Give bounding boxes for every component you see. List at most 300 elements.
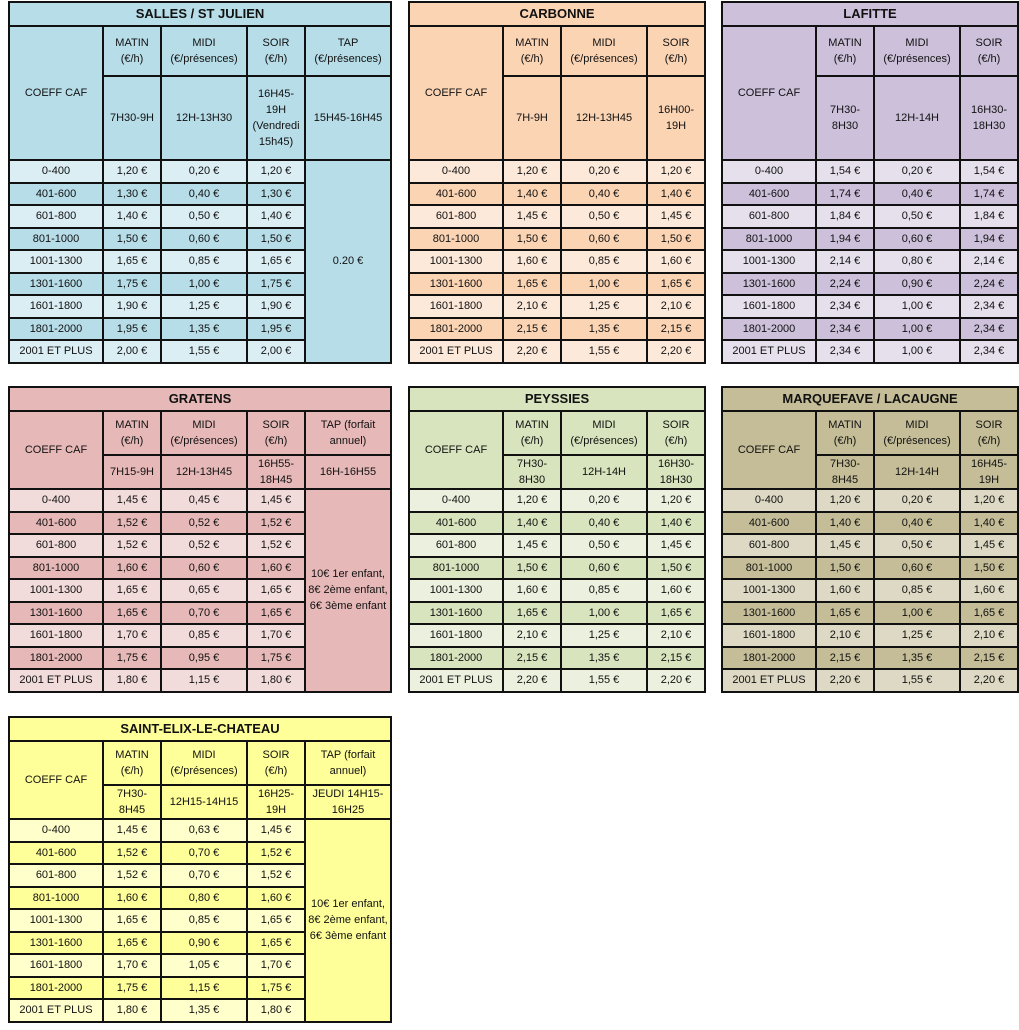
soir-cell: 1,84 € [960, 205, 1018, 228]
soir-cell: 1,20 € [960, 489, 1018, 512]
soir-cell: 1,40 € [647, 183, 705, 206]
coeff-caf-cell: 401-600 [722, 183, 816, 206]
coeff-caf-cell: 1801-2000 [9, 647, 103, 670]
matin-cell: 1,40 € [103, 205, 161, 228]
midi-cell: 1,25 € [874, 624, 960, 647]
matin-cell: 2,00 € [103, 340, 161, 363]
col-header-soir: SOIR (€/h) [647, 411, 705, 455]
matin-cell: 1,65 € [103, 909, 161, 932]
matin-cell: 1,45 € [816, 534, 874, 557]
soir-cell: 1,65 € [960, 602, 1018, 625]
midi-cell: 1,35 € [561, 647, 647, 670]
coeff-caf-cell: 1601-1800 [409, 624, 503, 647]
table-salles-st-julien [8, 1, 392, 364]
midi-cell: 1,55 € [561, 669, 647, 692]
table-row [722, 579, 1018, 602]
coeff-caf-header: COEFF CAF [409, 411, 503, 489]
coeff-caf-cell: 1801-2000 [409, 647, 503, 670]
table-row [722, 602, 1018, 625]
table-title: CARBONNE [409, 2, 705, 26]
soir-cell: 1,52 € [247, 512, 305, 535]
soir-cell: 2,34 € [960, 295, 1018, 318]
matin-cell: 1,50 € [816, 557, 874, 580]
coeff-caf-cell: 1801-2000 [9, 977, 103, 1000]
matin-cell: 1,70 € [103, 954, 161, 977]
col-header-midi: MIDI (€/présences) [161, 26, 247, 76]
col-header-matin: MATIN (€/h) [503, 411, 561, 455]
col-header-midi: MIDI (€/présences) [161, 411, 247, 455]
table-row [722, 534, 1018, 557]
midi-cell: 0,20 € [161, 160, 247, 183]
table-title: LAFITTE [722, 2, 1018, 26]
midi-cell: 1,00 € [874, 602, 960, 625]
matin-cell: 2,10 € [503, 295, 561, 318]
coeff-caf-header: COEFF CAF [722, 26, 816, 160]
matin-cell: 1,45 € [503, 205, 561, 228]
table-row [722, 647, 1018, 670]
midi-cell: 0,85 € [561, 250, 647, 273]
coeff-caf-cell: 1301-1600 [9, 932, 103, 955]
col-header-matin: MATIN (€/h) [103, 26, 161, 76]
midi-cell: 0,52 € [161, 512, 247, 535]
table-row [409, 512, 705, 535]
soir-cell: 2,15 € [647, 647, 705, 670]
time-midi: 12H-14H [874, 455, 960, 489]
time-soir: 16H00-19H [647, 76, 705, 160]
coeff-caf-cell: 801-1000 [9, 557, 103, 580]
table-row [409, 318, 705, 341]
soir-cell: 1,45 € [647, 205, 705, 228]
matin-cell: 2,34 € [816, 318, 874, 341]
matin-cell: 1,20 € [503, 489, 561, 512]
soir-cell: 2,34 € [960, 318, 1018, 341]
midi-cell: 1,25 € [161, 295, 247, 318]
table-row [722, 318, 1018, 341]
table-row [722, 624, 1018, 647]
midi-cell: 0,52 € [161, 534, 247, 557]
matin-cell: 1,45 € [103, 819, 161, 842]
matin-cell: 1,45 € [503, 534, 561, 557]
table-saint-elix-le-chateau [8, 716, 392, 1023]
midi-cell: 0,70 € [161, 602, 247, 625]
coeff-caf-cell: 601-800 [409, 205, 503, 228]
time-midi: 12H15-14H15 [161, 785, 247, 819]
coeff-caf-cell: 801-1000 [409, 557, 503, 580]
rates-table [721, 1, 1019, 364]
soir-cell: 1,65 € [247, 602, 305, 625]
matin-cell: 2,20 € [503, 669, 561, 692]
midi-cell: 1,25 € [561, 624, 647, 647]
table-row [722, 669, 1018, 692]
soir-cell: 1,65 € [247, 932, 305, 955]
soir-cell: 1,50 € [960, 557, 1018, 580]
table-row [409, 160, 705, 183]
midi-cell: 1,35 € [874, 647, 960, 670]
midi-cell: 0,60 € [561, 228, 647, 251]
midi-cell: 0,85 € [561, 579, 647, 602]
col-header-matin: MATIN (€/h) [816, 26, 874, 76]
midi-cell: 1,55 € [874, 669, 960, 692]
soir-cell: 1,70 € [247, 624, 305, 647]
time-matin: 7H30-8H30 [816, 76, 874, 160]
table-row [409, 647, 705, 670]
col-header-soir: SOIR (€/h) [247, 741, 305, 785]
table-row [9, 819, 391, 842]
matin-cell: 1,40 € [816, 512, 874, 535]
soir-cell: 1,65 € [247, 909, 305, 932]
matin-cell: 1,60 € [816, 579, 874, 602]
midi-cell: 0,40 € [874, 512, 960, 535]
coeff-caf-cell: 601-800 [722, 534, 816, 557]
soir-cell: 2,20 € [647, 669, 705, 692]
matin-cell: 1,70 € [103, 624, 161, 647]
coeff-caf-cell: 401-600 [9, 183, 103, 206]
time-tap: 15H45-16H45 [305, 76, 391, 160]
midi-cell: 1,00 € [874, 340, 960, 363]
matin-cell: 1,50 € [503, 228, 561, 251]
table-row [409, 340, 705, 363]
coeff-caf-cell: 1601-1800 [409, 295, 503, 318]
soir-cell: 1,60 € [960, 579, 1018, 602]
table-title: PEYSSIES [409, 387, 705, 411]
table-row [409, 624, 705, 647]
midi-cell: 0,95 € [161, 647, 247, 670]
midi-cell: 0,20 € [561, 160, 647, 183]
rates-table [8, 716, 392, 1023]
midi-cell: 0,90 € [161, 932, 247, 955]
table-peyssies [408, 386, 706, 693]
matin-cell: 1,45 € [103, 489, 161, 512]
time-matin: 7H30-8H30 [503, 455, 561, 489]
soir-cell: 1,20 € [247, 160, 305, 183]
soir-cell: 1,52 € [247, 534, 305, 557]
midi-cell: 0,50 € [561, 534, 647, 557]
rates-table [408, 1, 706, 364]
soir-cell: 1,30 € [247, 183, 305, 206]
midi-cell: 0,85 € [161, 624, 247, 647]
coeff-caf-cell: 1001-1300 [409, 250, 503, 273]
col-header-midi: MIDI (€/présences) [161, 741, 247, 785]
col-header-midi: MIDI (€/présences) [874, 411, 960, 455]
midi-cell: 1,05 € [161, 954, 247, 977]
col-header-tap: TAP (€/présences) [305, 26, 391, 76]
time-soir: 16H45-19H (Vendredi 15h45) [247, 76, 305, 160]
col-header-tap: TAP (forfait annuel) [305, 411, 391, 455]
matin-cell: 2,10 € [816, 624, 874, 647]
time-matin: 7H15-9H [103, 455, 161, 489]
coeff-caf-cell: 401-600 [722, 512, 816, 535]
coeff-caf-cell: 601-800 [9, 534, 103, 557]
soir-cell: 1,65 € [647, 273, 705, 296]
midi-cell: 0,65 € [161, 579, 247, 602]
table-row [722, 183, 1018, 206]
midi-cell: 0,70 € [161, 864, 247, 887]
soir-cell: 1,20 € [647, 489, 705, 512]
soir-cell: 1,90 € [247, 295, 305, 318]
col-header-midi: MIDI (€/présences) [874, 26, 960, 76]
coeff-caf-header: COEFF CAF [9, 26, 103, 160]
table-row [409, 557, 705, 580]
table-row [409, 602, 705, 625]
matin-cell: 1,65 € [503, 602, 561, 625]
coeff-caf-cell: 1001-1300 [9, 909, 103, 932]
table-row [9, 160, 391, 183]
midi-cell: 0,20 € [561, 489, 647, 512]
midi-cell: 0,60 € [874, 228, 960, 251]
midi-cell: 0,85 € [874, 579, 960, 602]
coeff-caf-cell: 1001-1300 [9, 579, 103, 602]
coeff-caf-cell: 1601-1800 [722, 624, 816, 647]
time-soir: 16H30-18H30 [960, 76, 1018, 160]
coeff-caf-cell: 0-400 [9, 819, 103, 842]
time-matin: 7H-9H [503, 76, 561, 160]
midi-cell: 0,60 € [161, 557, 247, 580]
table-row [722, 205, 1018, 228]
table-row [409, 669, 705, 692]
coeff-caf-cell: 1601-1800 [9, 295, 103, 318]
soir-cell: 1,40 € [960, 512, 1018, 535]
soir-cell: 1,60 € [247, 557, 305, 580]
coeff-caf-header: COEFF CAF [409, 26, 503, 160]
soir-cell: 1,54 € [960, 160, 1018, 183]
soir-cell: 1,60 € [247, 887, 305, 910]
time-midi: 12H-14H [874, 76, 960, 160]
matin-cell: 1,20 € [503, 160, 561, 183]
col-header-matin: MATIN (€/h) [816, 411, 874, 455]
midi-cell: 1,00 € [561, 273, 647, 296]
coeff-caf-cell: 1601-1800 [9, 624, 103, 647]
matin-cell: 1,50 € [103, 228, 161, 251]
coeff-caf-cell: 0-400 [722, 160, 816, 183]
soir-cell: 1,52 € [247, 842, 305, 865]
soir-cell: 1,65 € [247, 250, 305, 273]
coeff-caf-header: COEFF CAF [9, 411, 103, 489]
soir-cell: 1,75 € [247, 273, 305, 296]
matin-cell: 1,84 € [816, 205, 874, 228]
soir-cell: 1,50 € [247, 228, 305, 251]
matin-cell: 1,90 € [103, 295, 161, 318]
time-midi: 12H-13H30 [161, 76, 247, 160]
matin-cell: 1,65 € [103, 932, 161, 955]
soir-cell: 2,24 € [960, 273, 1018, 296]
matin-cell: 2,34 € [816, 340, 874, 363]
soir-cell: 1,75 € [247, 977, 305, 1000]
coeff-caf-cell: 0-400 [9, 160, 103, 183]
matin-cell: 2,14 € [816, 250, 874, 273]
rates-table [408, 386, 706, 693]
midi-cell: 0,45 € [161, 489, 247, 512]
soir-cell: 1,60 € [647, 250, 705, 273]
col-header-soir: SOIR (€/h) [960, 26, 1018, 76]
coeff-caf-cell: 401-600 [9, 842, 103, 865]
matin-cell: 1,65 € [503, 273, 561, 296]
coeff-caf-cell: 1601-1800 [9, 954, 103, 977]
time-matin: 7H30-9H [103, 76, 161, 160]
coeff-caf-cell: 0-400 [9, 489, 103, 512]
coeff-caf-cell: 0-400 [722, 489, 816, 512]
midi-cell: 0,40 € [874, 183, 960, 206]
matin-cell: 1,52 € [103, 534, 161, 557]
matin-cell: 1,75 € [103, 273, 161, 296]
table-title: SALLES / ST JULIEN [9, 2, 391, 26]
table-row [409, 295, 705, 318]
coeff-caf-cell: 801-1000 [9, 887, 103, 910]
coeff-caf-cell: 601-800 [9, 205, 103, 228]
matin-cell: 1,80 € [103, 669, 161, 692]
table-row [722, 250, 1018, 273]
table-row [722, 295, 1018, 318]
matin-cell: 1,65 € [103, 579, 161, 602]
soir-cell: 1,50 € [647, 228, 705, 251]
time-tap: JEUDI 14H15-16H25 [305, 785, 391, 819]
table-carbonne [408, 1, 706, 364]
midi-cell: 1,35 € [561, 318, 647, 341]
coeff-caf-cell: 1801-2000 [722, 318, 816, 341]
coeff-caf-cell: 1301-1600 [722, 273, 816, 296]
coeff-caf-cell: 1001-1300 [722, 250, 816, 273]
rates-table [8, 386, 392, 693]
col-header-tap: TAP (forfait annuel) [305, 741, 391, 785]
time-midi: 12H-13H45 [161, 455, 247, 489]
coeff-caf-header: COEFF CAF [9, 741, 103, 819]
rates-table [8, 1, 392, 364]
midi-cell: 0,40 € [161, 183, 247, 206]
matin-cell: 2,20 € [816, 669, 874, 692]
soir-cell: 1,70 € [247, 954, 305, 977]
coeff-caf-cell: 1601-1800 [722, 295, 816, 318]
table-row [409, 183, 705, 206]
table-lafitte [721, 1, 1019, 364]
coeff-caf-cell: 401-600 [409, 183, 503, 206]
soir-cell: 1,20 € [647, 160, 705, 183]
midi-cell: 0,70 € [161, 842, 247, 865]
midi-cell: 1,15 € [161, 977, 247, 1000]
soir-cell: 1,45 € [247, 489, 305, 512]
midi-cell: 0,50 € [161, 205, 247, 228]
matin-cell: 1,65 € [103, 602, 161, 625]
table-row [9, 489, 391, 512]
table-row [409, 205, 705, 228]
matin-cell: 2,34 € [816, 295, 874, 318]
coeff-caf-cell: 1001-1300 [409, 579, 503, 602]
soir-cell: 2,14 € [960, 250, 1018, 273]
matin-cell: 1,65 € [816, 602, 874, 625]
coeff-caf-cell: 0-400 [409, 160, 503, 183]
matin-cell: 1,60 € [503, 579, 561, 602]
col-header-soir: SOIR (€/h) [247, 26, 305, 76]
time-soir: 16H45-19H [960, 455, 1018, 489]
soir-cell: 1,60 € [647, 579, 705, 602]
table-row [722, 489, 1018, 512]
midi-cell: 0,40 € [561, 183, 647, 206]
col-header-matin: MATIN (€/h) [103, 411, 161, 455]
midi-cell: 1,15 € [161, 669, 247, 692]
coeff-caf-cell: 401-600 [9, 512, 103, 535]
soir-cell: 1,75 € [247, 647, 305, 670]
matin-cell: 1,52 € [103, 512, 161, 535]
midi-cell: 1,00 € [561, 602, 647, 625]
matin-cell: 1,60 € [103, 557, 161, 580]
matin-cell: 1,30 € [103, 183, 161, 206]
midi-cell: 1,55 € [561, 340, 647, 363]
coeff-caf-cell: 401-600 [409, 512, 503, 535]
col-header-soir: SOIR (€/h) [647, 26, 705, 76]
matin-cell: 2,15 € [816, 647, 874, 670]
matin-cell: 2,15 € [503, 318, 561, 341]
soir-cell: 2,20 € [960, 669, 1018, 692]
midi-cell: 0,80 € [161, 887, 247, 910]
coeff-caf-cell: 801-1000 [722, 557, 816, 580]
coeff-caf-cell: 1801-2000 [409, 318, 503, 341]
coeff-caf-cell: 0-400 [409, 489, 503, 512]
table-row [409, 273, 705, 296]
col-header-midi: MIDI (€/présences) [561, 411, 647, 455]
matin-cell: 1,20 € [816, 489, 874, 512]
matin-cell: 1,95 € [103, 318, 161, 341]
matin-cell: 1,20 € [103, 160, 161, 183]
coeff-caf-cell: 801-1000 [409, 228, 503, 251]
midi-cell: 0,60 € [874, 557, 960, 580]
soir-cell: 1,45 € [960, 534, 1018, 557]
soir-cell: 2,00 € [247, 340, 305, 363]
table-row [722, 340, 1018, 363]
time-midi: 12H-13H45 [561, 76, 647, 160]
coeff-caf-cell: 2001 ET PLUS [722, 669, 816, 692]
soir-cell: 2,15 € [647, 318, 705, 341]
soir-cell: 1,80 € [247, 669, 305, 692]
midi-cell: 0,85 € [161, 909, 247, 932]
matin-cell: 1,50 € [503, 557, 561, 580]
coeff-caf-cell: 1301-1600 [9, 273, 103, 296]
table-row [722, 273, 1018, 296]
coeff-caf-cell: 1001-1300 [722, 579, 816, 602]
table-title: MARQUEFAVE / LACAUGNE [722, 387, 1018, 411]
coeff-caf-cell: 601-800 [409, 534, 503, 557]
matin-cell: 2,20 € [503, 340, 561, 363]
table-row [722, 228, 1018, 251]
coeff-caf-cell: 1301-1600 [722, 602, 816, 625]
soir-cell: 1,45 € [247, 819, 305, 842]
matin-cell: 1,54 € [816, 160, 874, 183]
tap-flat-rate: 0.20 € [305, 160, 391, 363]
table-row [409, 250, 705, 273]
coeff-caf-cell: 2001 ET PLUS [409, 340, 503, 363]
table-row [409, 579, 705, 602]
midi-cell: 0,90 € [874, 273, 960, 296]
soir-cell: 1,40 € [647, 512, 705, 535]
soir-cell: 1,40 € [247, 205, 305, 228]
tap-flat-rate: 10€ 1er enfant, 8€ 2ème enfant, 6€ 3ème enfant [305, 819, 391, 1022]
time-soir: 16H25-19H [247, 785, 305, 819]
soir-cell: 2,20 € [647, 340, 705, 363]
soir-cell: 1,74 € [960, 183, 1018, 206]
soir-cell: 1,65 € [647, 602, 705, 625]
coeff-caf-header: COEFF CAF [722, 411, 816, 489]
soir-cell: 2,15 € [960, 647, 1018, 670]
matin-cell: 1,40 € [503, 183, 561, 206]
coeff-caf-cell: 1301-1600 [409, 273, 503, 296]
table-row [409, 534, 705, 557]
coeff-caf-cell: 601-800 [9, 864, 103, 887]
coeff-caf-cell: 801-1000 [722, 228, 816, 251]
table-title: SAINT-ELIX-LE-CHATEAU [9, 717, 391, 741]
midi-cell: 1,35 € [161, 318, 247, 341]
time-midi: 12H-14H [561, 455, 647, 489]
coeff-caf-cell: 601-800 [722, 205, 816, 228]
coeff-caf-cell: 1001-1300 [9, 250, 103, 273]
tap-flat-rate: 10€ 1er enfant, 8€ 2ème enfant, 6€ 3ème enfant [305, 489, 391, 692]
matin-cell: 1,60 € [103, 887, 161, 910]
